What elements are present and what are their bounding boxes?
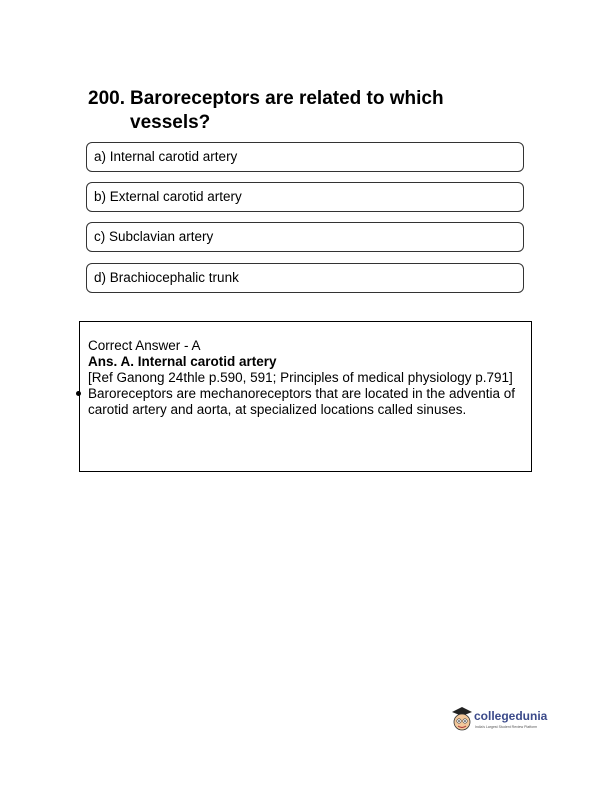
collegedunia-logo — [450, 706, 548, 736]
question-number: 200. — [88, 88, 125, 109]
option-a[interactable]: a) Internal carotid artery — [86, 142, 524, 172]
option-b[interactable]: b) External carotid artery — [86, 182, 524, 212]
option-d[interactable]: d) Brachiocephalic trunk — [86, 263, 524, 293]
question-text: Baroreceptors are related to which vessels? — [130, 88, 444, 133]
mascot-icon — [450, 706, 474, 734]
answer-reference: [Ref Ganong 24thle p.590, 591; Principles of medical physiology p.791] — [88, 370, 513, 385]
logo-wordmark: collegedunia — [474, 709, 548, 723]
answer-content — [88, 338, 518, 418]
correct-answer-line: Correct Answer - A — [88, 338, 201, 353]
answer-bullet-text: Baroreceptors are mechanoreceptors that are located in the adventia of carotid artery and aorta, at specialized locations called sinuses. — [88, 386, 516, 417]
logo-tagline: India's Largest Student Review Platform — [475, 725, 538, 729]
option-c[interactable]: c) Subclavian artery — [86, 222, 524, 252]
bullet-icon — [76, 391, 81, 396]
answer-title: Ans. A. Internal carotid artery — [88, 354, 277, 369]
answer-bullet-item — [88, 386, 518, 418]
answer-box — [79, 321, 532, 472]
